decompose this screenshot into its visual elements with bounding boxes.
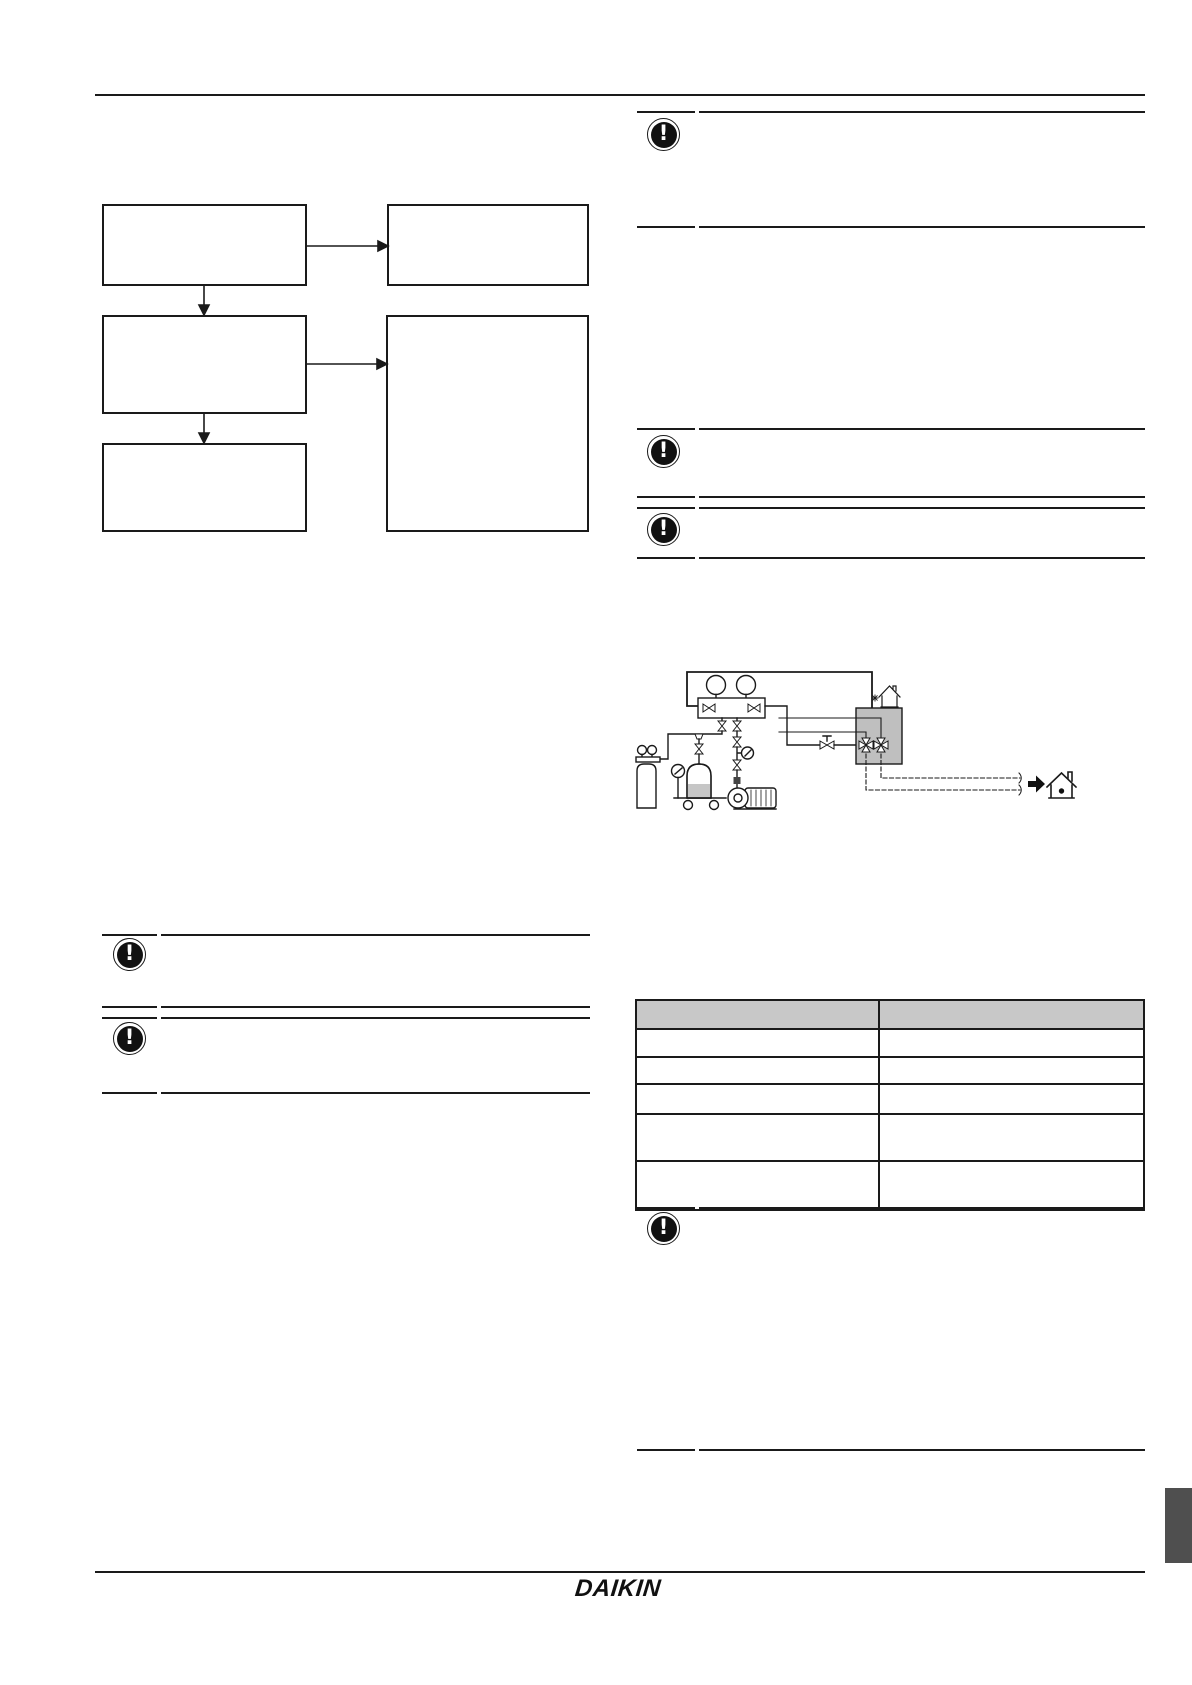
low-pressure-gauge (707, 676, 726, 695)
arrow-right-icon (1028, 776, 1045, 793)
exclamation-circle-icon: ! (647, 513, 680, 546)
table-cell (636, 1114, 879, 1161)
high-pressure-gauge (737, 676, 756, 695)
table-row (636, 1161, 1144, 1210)
table-cell (636, 1029, 879, 1057)
asterisk-mark (872, 695, 878, 701)
table-cell (879, 1084, 1144, 1114)
notice-left-2-bottom-rule (102, 1092, 590, 1094)
notice-left-1-top-rule (102, 934, 590, 936)
piping-diagram (630, 660, 1090, 820)
notice-right-1-top-rule (637, 111, 1145, 113)
exclamation-circle-icon: ! (113, 938, 146, 971)
table-cell (636, 1084, 879, 1114)
fill-port (695, 734, 703, 739)
footer-rule (95, 1571, 1145, 1573)
notice-right-2-top-rule (637, 428, 1145, 430)
table-body (636, 1029, 1144, 1210)
exclamation-circle-icon: ! (113, 1022, 146, 1055)
exclamation-circle-icon: ! (647, 1212, 680, 1245)
table-row (636, 1057, 1144, 1084)
notice-right-3-bottom-rule (637, 557, 1145, 559)
page-top-rule (95, 94, 1145, 96)
table-row (636, 1029, 1144, 1057)
table-cell (879, 1057, 1144, 1084)
exclamation-circle-icon: ! (647, 118, 680, 151)
notice-right-3-top-rule (637, 507, 1145, 509)
notice-right-2-bottom-rule (637, 496, 1145, 498)
table-header-col1 (636, 1000, 879, 1029)
table-row (636, 1084, 1144, 1114)
refrigerant-tank-on-weighing-scale (672, 764, 727, 810)
table-cell (879, 1029, 1144, 1057)
notice-left-2-top-rule (102, 1017, 590, 1019)
nitrogen-cylinder (636, 746, 660, 809)
exclamation-circle-icon: ! (647, 435, 680, 468)
table-row (636, 1114, 1144, 1161)
vacuum-pump (728, 788, 776, 809)
piping-table (635, 999, 1145, 1211)
section-tab (1165, 1488, 1192, 1563)
table-cell (879, 1114, 1144, 1161)
table-header-col2 (879, 1000, 1144, 1029)
daikin-logo: DAIKIN (573, 1575, 663, 1602)
table-cell (879, 1161, 1144, 1210)
outdoor-house-icon (879, 686, 900, 707)
notice-right-4-top-rule (637, 1207, 1145, 1209)
table-cell (636, 1057, 879, 1084)
notice-left-1-bottom-rule (102, 1006, 590, 1008)
outdoor-unit-box (856, 708, 902, 764)
table-cell (636, 1161, 879, 1210)
shut-off-valve (820, 741, 834, 749)
flowchart-arrows (95, 190, 595, 540)
indoor-house-icon (1047, 772, 1076, 798)
notice-right-4-bottom-rule (637, 1449, 1145, 1451)
notice-right-1-bottom-rule (637, 226, 1145, 228)
